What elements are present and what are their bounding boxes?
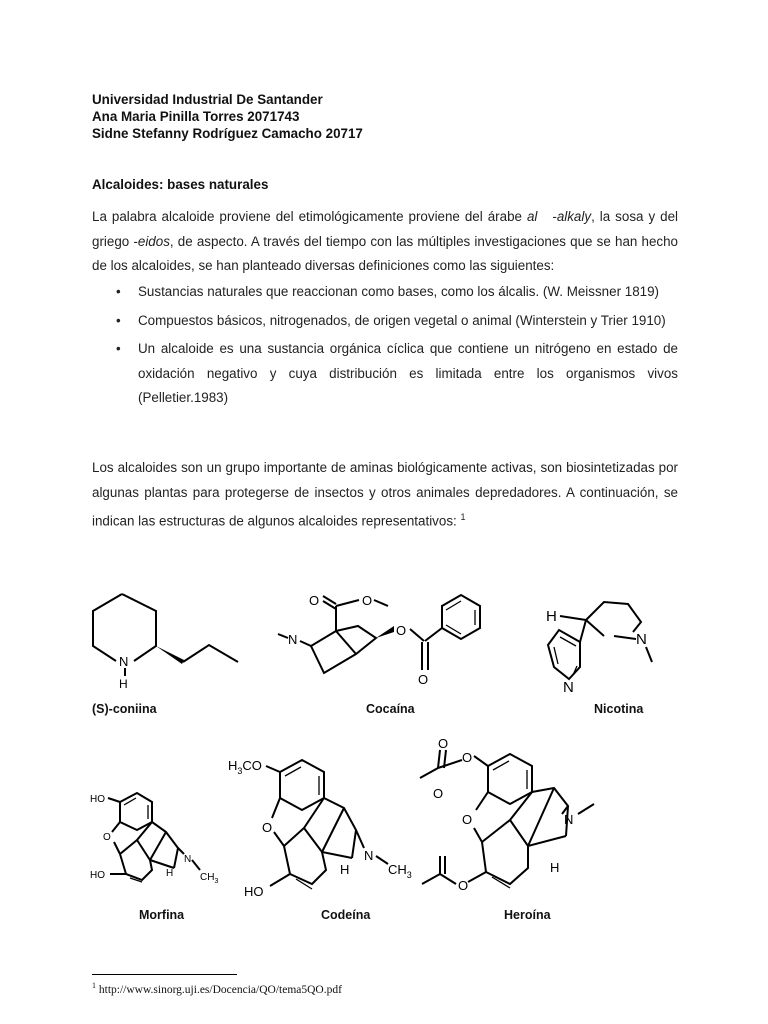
heroin-atom-o5: O <box>458 878 469 893</box>
nicotine-label: Nicotina <box>594 702 644 716</box>
heroin-atom-o1: O <box>438 736 449 751</box>
codeine-structure-diagram <box>228 752 418 902</box>
codeine-atom-n: N <box>364 848 374 863</box>
intro-term-alkaly: alkaly <box>556 209 592 224</box>
coniine-atom-n: N <box>119 654 129 669</box>
definition-text: Compuestos básicos, nitrogenados, de origen vegetal o animal (Winterstein y Trier 1910) <box>138 312 666 328</box>
codeine-label: Codeína <box>321 908 371 922</box>
coniine-structure-diagram <box>86 578 246 690</box>
cocaine-atom-o4: O <box>418 672 429 687</box>
cocaine-atom-o2: O <box>362 593 373 608</box>
alkaloids-paragraph <box>92 456 678 534</box>
intro-text-c: , la sosa y del griego - <box>92 209 678 249</box>
footnote-divider <box>92 974 237 975</box>
cocaine-structure-diagram <box>276 586 486 688</box>
nicotine-structure-diagram <box>546 592 676 696</box>
coniine-label: (S)-coniina <box>92 702 157 716</box>
alkaloids-text: Los alcaloides son un grupo importante de aminas biológicamente activas, son biosintetizadas por algunas plantas para protegerse de insectos y otros animales depredadores. A continuación, se indican las estructuras de algunos alcaloides representativos: <box>92 460 678 529</box>
intro-text-d: , de aspecto. A través del tiempo con las múltiples investigaciones que se han hecho de los alcaloides, se han planteado diversas definiciones como las siguientes: <box>92 233 679 273</box>
author-2: Sidne Stefanny Rodríguez Camacho 20717 <box>92 126 363 141</box>
author-1: Ana Maria Pinilla Torres 2071743 <box>92 109 300 124</box>
codeine-atom-ch3: $CH_3$ <box>388 862 412 880</box>
morphine-label: Morfina <box>139 908 185 922</box>
definition-text: Sustancias naturales que reaccionan como bases, como los álcalis. (W. Meissner 1819) <box>138 284 659 299</box>
definition-text: Un alcaloide es una sustancia orgánica cíclica que contiene un nitrógeno en estado de oxidación negativo y cuya distribución es limitada entre los organismos vivos (Pelletier.1983) <box>138 341 678 405</box>
heroin-atom-o2: O <box>433 786 444 801</box>
morphine-atom-o: O <box>103 832 111 843</box>
heroin-atom-h: H <box>550 860 560 875</box>
heroin-atom-o4: O <box>462 812 473 827</box>
list-item <box>92 309 678 334</box>
heroin-atom-n: N <box>564 812 574 827</box>
morphine-atom-ch3: $CH_3$ <box>200 872 219 885</box>
university-name: Universidad Industrial De Santander <box>92 92 323 107</box>
morphine-atom-ho2: HO <box>90 870 105 881</box>
bullet-icon: • <box>116 341 121 356</box>
nicotine-atom-h: H <box>546 608 557 625</box>
footnote-marker: 1 <box>92 981 96 990</box>
document-header <box>92 91 363 142</box>
cocaine-atom-n: N <box>288 632 298 647</box>
section-title: Alcaloides: bases naturales <box>92 177 269 192</box>
cocaine-atom-o1: O <box>309 593 320 608</box>
list-item <box>92 280 678 305</box>
cocaine-atom-o3: O <box>396 623 407 638</box>
heroin-structure-diagram <box>418 736 608 900</box>
codeine-atom-ho: HO <box>244 884 264 899</box>
cocaine-label: Cocaína <box>366 702 415 716</box>
intro-term-eidos: eidos <box>137 233 170 249</box>
list-item <box>92 337 678 411</box>
morphine-structure-diagram <box>90 788 230 888</box>
footnote <box>92 981 342 996</box>
footnote-reference: 1 <box>460 512 466 522</box>
nicotine-atom-n1: N <box>636 631 647 648</box>
morphine-atom-n: N <box>184 854 192 865</box>
heroin-atom-o3: O <box>462 750 473 765</box>
definitions-list <box>92 280 678 415</box>
morphine-atom-ho1: HO <box>90 794 105 805</box>
intro-paragraph <box>92 205 678 279</box>
bullet-icon: • <box>116 312 121 328</box>
intro-term-al: al <box>526 209 538 224</box>
nicotine-atom-n2: N <box>563 679 574 696</box>
morphine-atom-h: H <box>166 868 174 879</box>
codeine-atom-h3co: $H_3CO$ <box>228 758 262 776</box>
coniine-atom-h: H <box>119 677 128 691</box>
footnote-url[interactable]: http://www.sinorg.uji.es/Docencia/QO/tema5QO.pdf <box>96 983 342 996</box>
intro-text-b: - <box>537 209 557 224</box>
codeine-atom-h: H <box>340 862 350 877</box>
codeine-atom-o: O <box>262 820 273 835</box>
bullet-icon: • <box>116 284 121 299</box>
heroin-label: Heroína <box>504 908 551 922</box>
intro-text-a: La palabra alcaloide proviene del etimológicamente proviene del árabe <box>92 209 527 224</box>
